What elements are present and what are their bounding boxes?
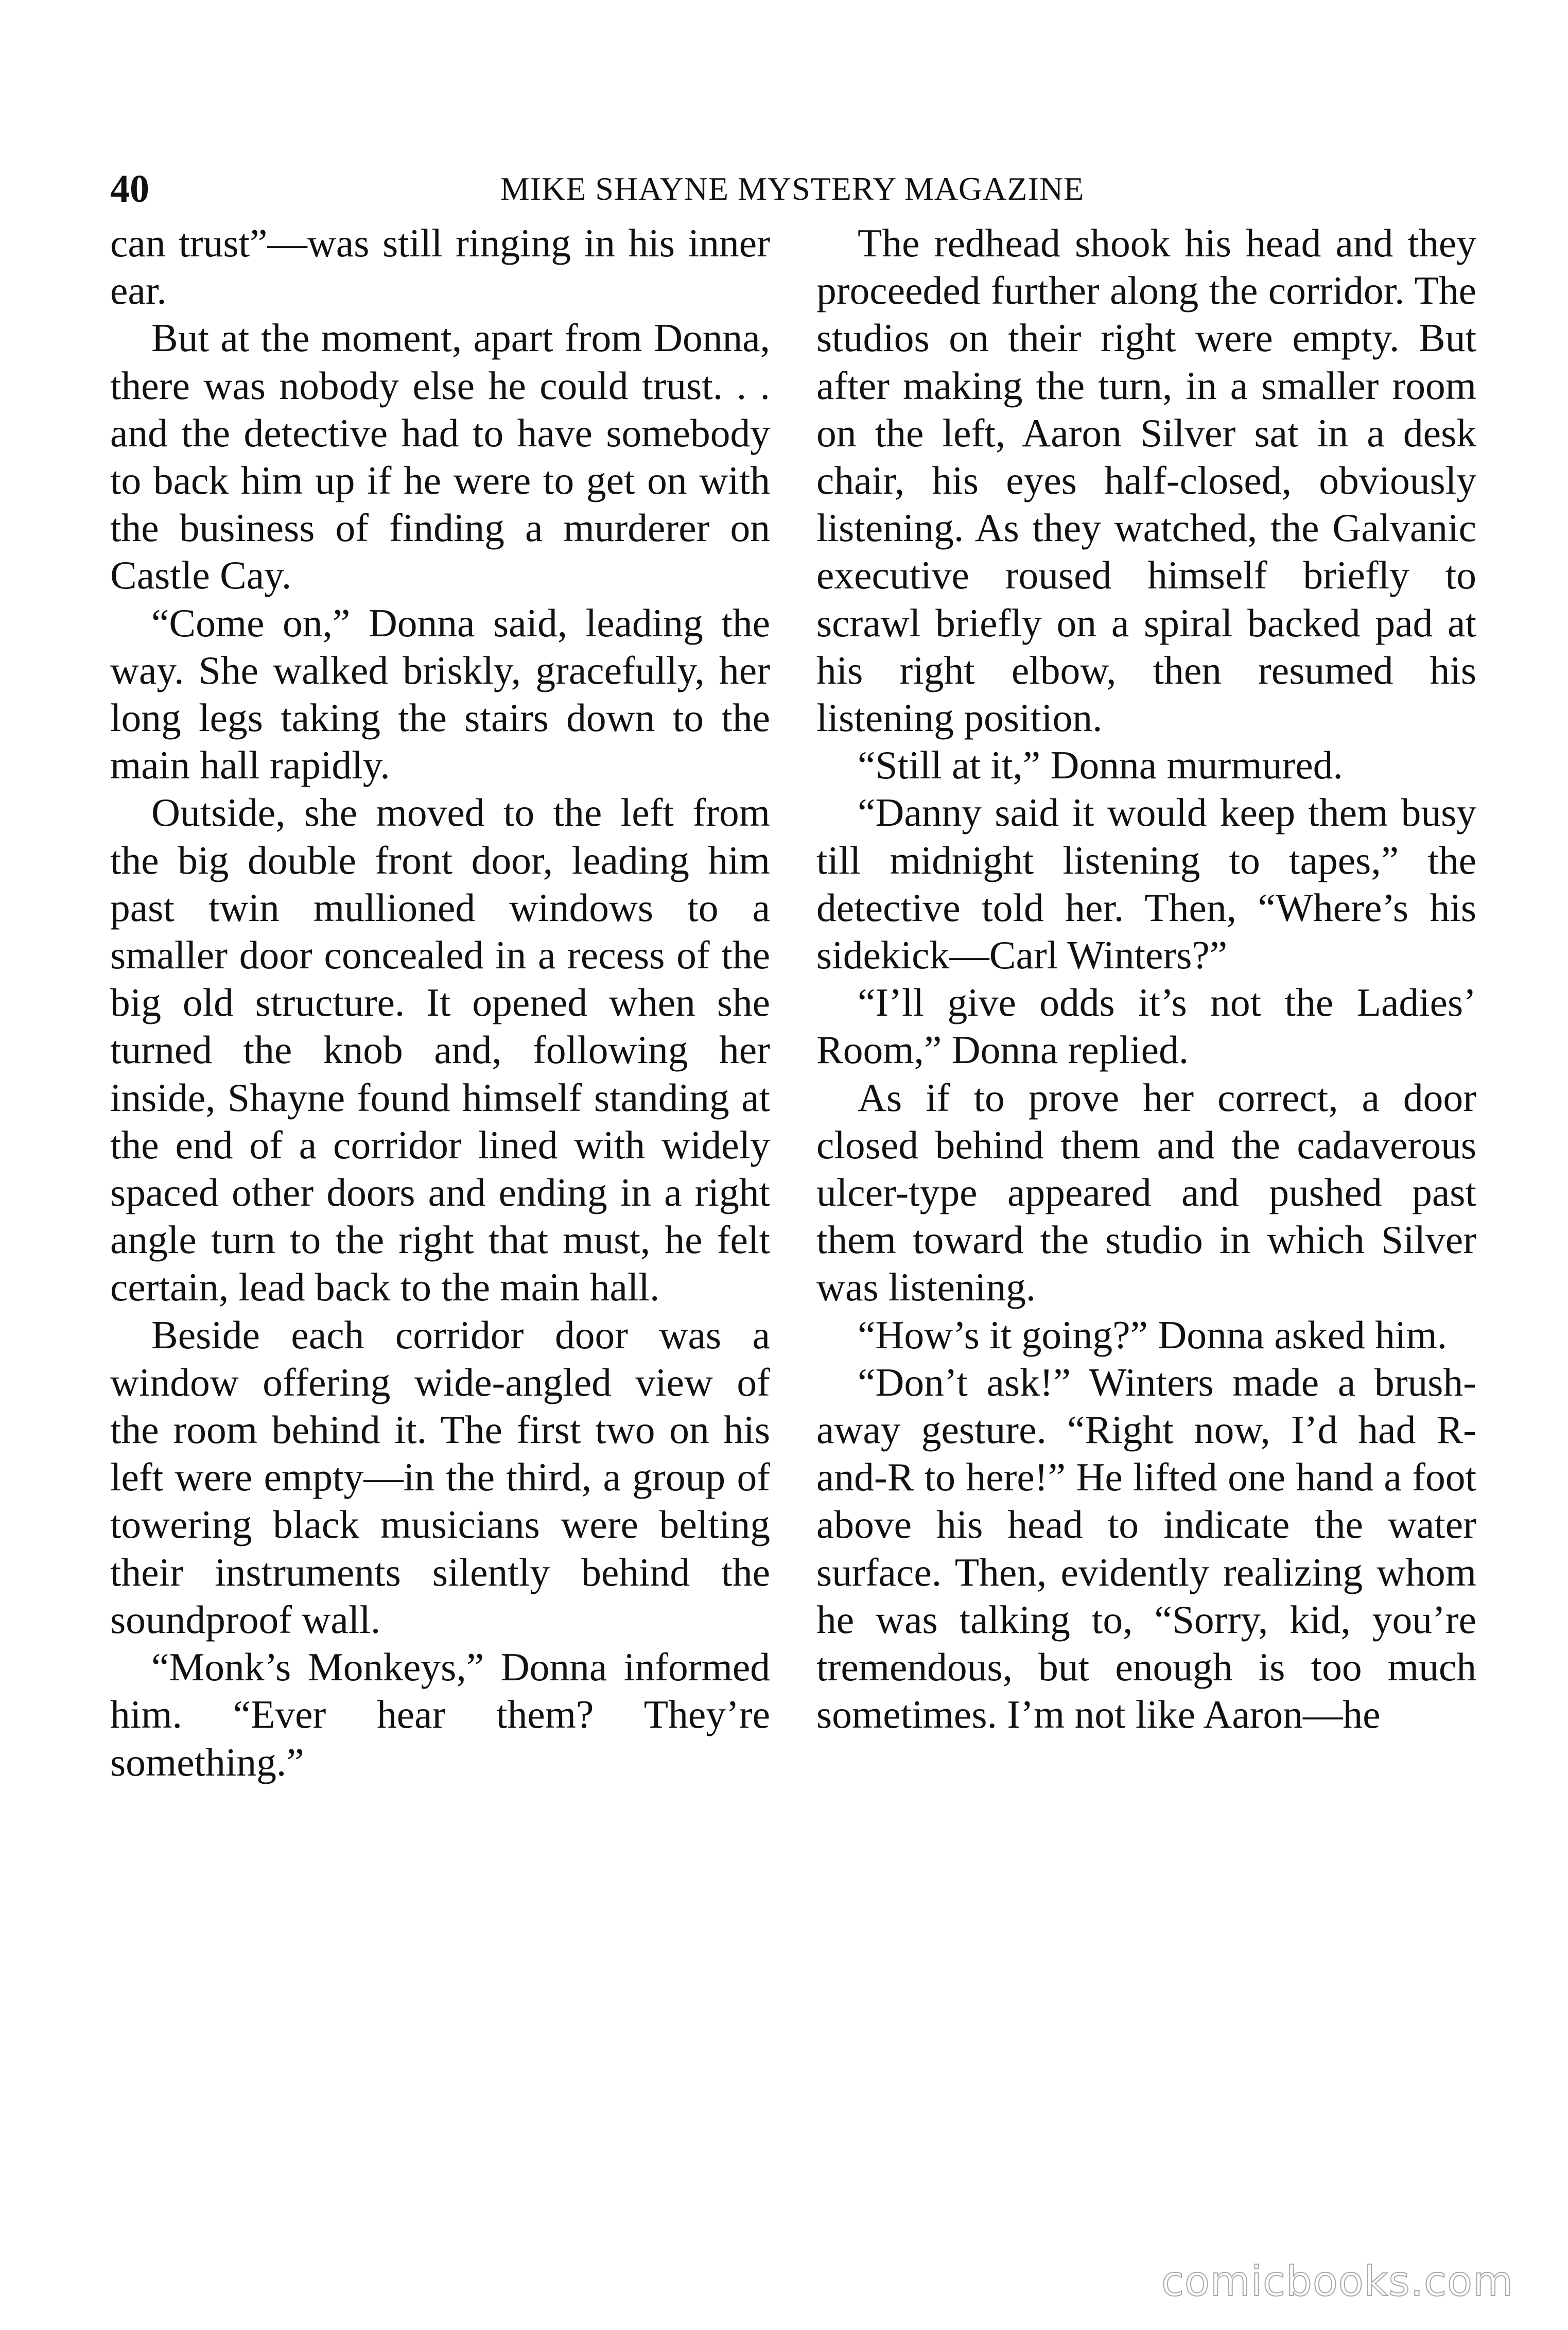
site-watermark: comicbooks.com <box>1161 2257 1514 2305</box>
paragraph: “How’s it going?” Donna asked him. <box>858 1312 1448 1357</box>
paragraph: “Come on,” Donna said, leading the way. She walked briskly, gracefully, her long legs taking the stairs down to the main hall rapidly. <box>110 600 770 788</box>
paragraph: “Don’t ask!” Winters made a brush-away gesture. “Right now, I’d had R-and-R to here!” He lifted one hand a foot above his head to indicate the water surface. Then, evidently realizing whom he was talking to, “Sorry, kid, you’re tremendous, but enough is too much sometimes. I’m not like Aaron—he <box>816 1360 1476 1737</box>
paragraph: “Danny said it would keep them busy till midnight listening to tapes,” the detective told her. Then, “Where’s his sidekick—Carl Winters?” <box>816 790 1476 978</box>
page-header <box>110 161 1469 217</box>
paragraph: Beside each corridor door was a window offering wide-angled view of the room behind it. The first two on his left were empty—in the third, a group of towering black musicians were belting their instruments silently behind the soundproof wall. <box>110 1312 770 1642</box>
text-column-left <box>110 219 770 1786</box>
text-column-right <box>816 219 1476 1738</box>
running-title: MIKE SHAYNE MYSTERY MAGAZINE <box>500 170 1085 207</box>
paragraph: can trust”—was still ringing in his inner ear. <box>110 221 770 313</box>
paragraph: As if to prove her correct, a door closed behind them and the cadaverous ulcer-type appeared and pushed past them toward the studio in which Silver was listening. <box>816 1075 1476 1310</box>
paragraph: But at the moment, apart from Donna, there was nobody else he could trust. . . and the detective had to have somebody to back him up if he were to get on with the business of finding a murderer on Castle Cay. <box>110 316 770 598</box>
paragraph: Outside, she moved to the left from the big double front door, leading him past twin mullioned windows to a smaller door concealed in a recess of the big old structure. It opened when she turned the knob and, following her inside, Shayne found himself standing at the end of a corridor lined with widely spaced other doors and ending in a right angle turn to the right that must, he felt certain, lead back to the main hall. <box>110 790 770 1310</box>
paragraph: The redhead shook his head and they proceeded further along the corridor. The studios on their right were empty. But after making the turn, in a smaller room on the left, Aaron Silver sat in a desk chair, his eyes half-closed, obviously listening. As they watched, the Galvanic executive roused himself briefly to scrawl briefly on a spiral backed pad at his right elbow, then resumed his listening position. <box>816 221 1476 740</box>
paragraph: “Monk’s Monkeys,” Donna informed him. “Ever hear them? They’re something.” <box>110 1645 770 1784</box>
paragraph: “Still at it,” Donna murmured. <box>858 743 1343 788</box>
page-number: 40 <box>110 167 149 211</box>
paragraph: “I’ll give odds it’s not the Ladies’ Room,” Donna replied. <box>816 980 1476 1072</box>
